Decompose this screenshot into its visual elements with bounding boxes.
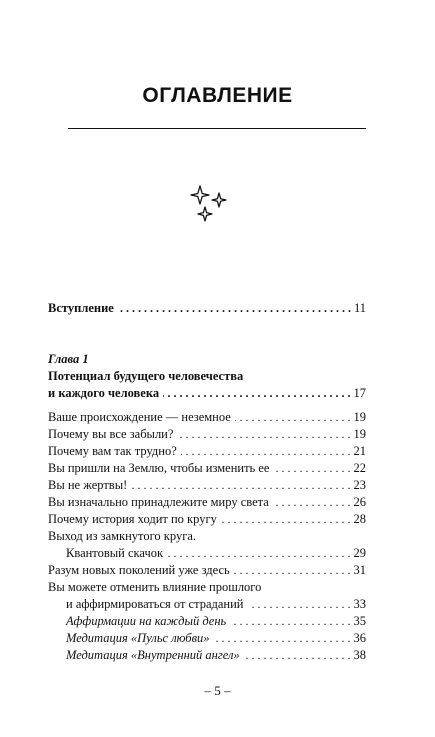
toc-entry-label: и аффирмироваться от страданий xyxy=(66,597,244,611)
toc-page-number: 28 xyxy=(353,512,366,526)
toc-entry-label: Ваше происхождение — неземное xyxy=(48,410,231,424)
dot-leader xyxy=(163,385,350,402)
dot-leader xyxy=(273,494,351,511)
toc-subentry[interactable] xyxy=(66,647,366,664)
toc-page-number: 29 xyxy=(353,546,366,560)
toc-entry[interactable] xyxy=(48,562,366,579)
title-divider xyxy=(68,128,366,129)
page-number-footer: – 5 – xyxy=(204,683,231,698)
toc-entry-label: Вы изначально принадлежите миру света xyxy=(48,495,269,509)
toc-entry-label: Аффирмации на каждый день xyxy=(66,614,227,628)
toc-entry-line1[interactable]: Выход из замкнутого круга. xyxy=(48,529,196,543)
toc-entry-label: Почему вам так трудно? xyxy=(48,444,177,458)
dot-leader xyxy=(167,545,350,562)
toc-subentry[interactable] xyxy=(66,630,366,647)
dot-leader xyxy=(273,460,350,477)
toc-entry-label: Разум новых поколений уже здесь xyxy=(48,563,230,577)
dot-leader xyxy=(131,477,350,494)
toc-entry[interactable] xyxy=(48,409,366,426)
dot-leader xyxy=(244,647,351,664)
toc-entry[interactable] xyxy=(66,596,366,613)
dot-leader xyxy=(235,409,351,426)
toc-page-number: 21 xyxy=(353,444,366,458)
toc-entry[interactable] xyxy=(66,545,366,562)
toc-entry-label: Медитация «Внутренний ангел» xyxy=(66,648,240,662)
chapter-title-line1[interactable]: Потенциал будущего человечества xyxy=(48,369,244,383)
toc-page-number: 17 xyxy=(353,386,366,400)
toc-page-number: 26 xyxy=(353,495,366,509)
toc-entry-label: Почему вы все забыли? xyxy=(48,427,174,441)
toc-subentry[interactable] xyxy=(66,613,366,630)
toc-entry-label: Квантовый скачок xyxy=(66,546,164,560)
dot-leader xyxy=(234,562,351,579)
chapter-label: Глава 1 xyxy=(48,352,89,366)
toc-entry-label: и каждого человека xyxy=(48,386,160,400)
toc-page-number: 19 xyxy=(353,410,366,424)
dot-leader xyxy=(248,596,351,613)
toc-page-number: 23 xyxy=(353,478,366,492)
dot-leader xyxy=(230,613,350,630)
toc-entry-label: Вступление xyxy=(48,301,114,315)
toc-page-number: 31 xyxy=(353,563,366,577)
toc-page-number: 33 xyxy=(353,597,366,611)
toc-page-number: 35 xyxy=(353,614,366,628)
toc-page-number: 19 xyxy=(353,427,366,441)
page-title: ОГЛАВЛЕНИЕ xyxy=(142,84,293,107)
toc-entry[interactable] xyxy=(48,511,366,528)
dot-leader xyxy=(214,630,351,647)
toc-entry[interactable] xyxy=(48,460,366,477)
toc-entry[interactable] xyxy=(48,477,366,494)
toc-entry-line1[interactable]: Вы можете отменить влияние прошлого xyxy=(48,580,262,594)
toc-entry-intro[interactable] xyxy=(48,300,366,317)
toc-page-number: 22 xyxy=(353,461,366,475)
toc-page-number: 38 xyxy=(353,648,366,662)
toc-entry-label: Почему история ходит по кругу xyxy=(48,512,217,526)
toc-page-number: 11 xyxy=(353,301,366,315)
toc-entry-label: Медитация «Пульс любви» xyxy=(66,631,210,645)
toc-entry[interactable] xyxy=(48,494,366,511)
toc-entry-chapter-1[interactable] xyxy=(48,385,366,402)
dot-leader xyxy=(118,300,351,317)
toc-entry[interactable] xyxy=(48,443,366,460)
toc-entry-label: Вы не жертвы! xyxy=(48,478,128,492)
toc-entry-label: Вы пришли на Землю, чтобы изменить ее xyxy=(48,461,270,475)
sparkle-stars-icon xyxy=(184,182,232,226)
dot-leader xyxy=(177,426,350,443)
dot-leader xyxy=(181,443,351,460)
toc-entry[interactable] xyxy=(48,426,366,443)
dot-leader xyxy=(221,511,351,528)
toc-page-number: 36 xyxy=(353,631,366,645)
